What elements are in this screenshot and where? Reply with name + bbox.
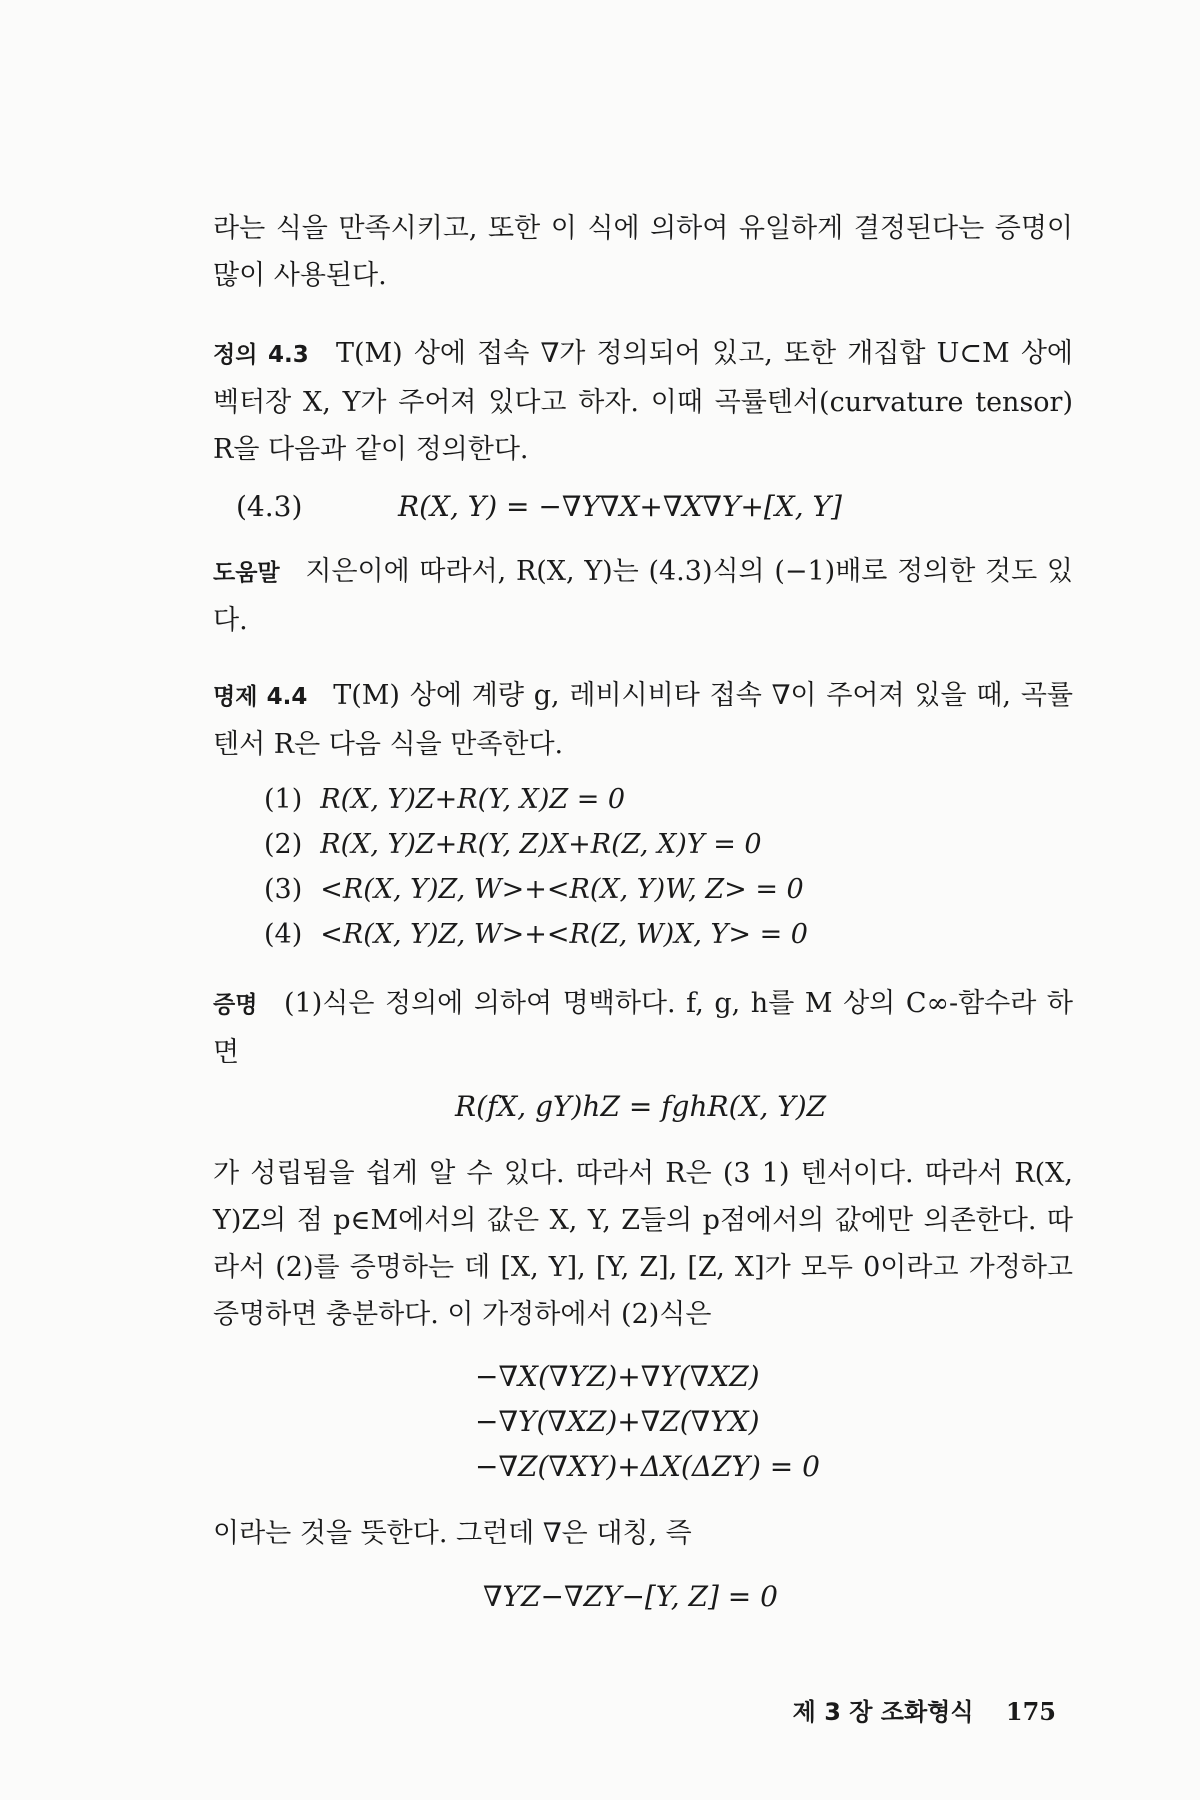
equation-symmetry: ∇YZ−∇ZY−[Y, Z] = 0 [483, 1580, 778, 1613]
definition-text: T(M) 상에 접속 ∇가 정의되어 있고, 또한 개집합 U⊂M 상에 벡터장 X, Y가 주어져 있다고 하자. 이때 곡률텐서(curvature tensor) R을 다음과 같이 정의한다. [213, 338, 1074, 465]
footer-chapter: 제 3 장 조화형식 [792, 1698, 974, 1726]
note-label: 도움말 [213, 560, 280, 586]
intro-text: 라는 식을 만족시키고, 또한 이 식에 의하여 유일하게 결정된다는 증명이 많이 사용된다. [213, 213, 1073, 291]
proposition-label: 명제 4.4 [213, 684, 308, 710]
property-item: (4) <R(X, Y)Z, W>+<R(Z, W)X, Y> = 0 [264, 919, 808, 950]
property-item: (2) R(X, Y)Z+R(Y, Z)X+R(Z, X)Y = 0 [264, 829, 762, 860]
equation-fgh: R(fX, gY)hZ = fghR(X, Y)Z [455, 1090, 827, 1123]
symmetry-paragraph [213, 1510, 1073, 1557]
proposition-4-4 [213, 672, 1073, 768]
page-number: 175 [1005, 1697, 1056, 1726]
proof-continued-text: 가 성립됨을 쉽게 알 수 있다. 따라서 R은 (3 1) 텐서이다. 따라서 R(X, Y)Z의 점 p∈M에서의 값은 X, Y, Z들의 p점에서의 값에만 의존한다. 따라서 (2)를 증명하는 데 [X, Y], [Y, Z], [Z, X]가 모두 0이라고 가정하고 증명하면 충분하다. 이 가정하에서 (2)식은 [213, 1158, 1073, 1330]
property-item: (1) R(X, Y)Z+R(Y, X)Z = 0 [264, 784, 626, 815]
equation-line: −∇Z(∇XY)+ΔX(ΔZY) = 0 [475, 1450, 820, 1483]
equation-line: −∇Y(∇XZ)+∇Z(∇YX) [475, 1405, 760, 1438]
note-block [213, 548, 1073, 644]
proposition-text: T(M) 상에 계량 g, 레비시비타 접속 ∇이 주어져 있을 때, 곡률텐서 R은 다음 식을 만족한다. [213, 680, 1073, 760]
page-footer [793, 1692, 1056, 1727]
proof-block [213, 980, 1073, 1076]
equation-4-3-number: (4.3) [236, 490, 303, 523]
definition-4-3 [213, 330, 1073, 473]
equation-4-3: R(X, Y) = −∇Y∇X+∇X∇Y+[X, Y] [398, 490, 842, 523]
proof-paragraph [213, 1150, 1073, 1338]
property-item: (3) <R(X, Y)Z, W>+<R(X, Y)W, Z> = 0 [264, 874, 804, 905]
proof-label: 증명 [213, 992, 258, 1018]
note-text: 지은이에 따라서, R(X, Y)는 (4.3)식의 (−1)배로 정의한 것도 있다. [213, 556, 1073, 636]
proof-text: (1)식은 정의에 의하여 명백하다. f, g, h를 M 상의 C∞-함수라 하면 [213, 988, 1074, 1068]
equation-line: −∇X(∇YZ)+∇Y(∇XZ) [475, 1360, 760, 1393]
paragraph-intro [213, 205, 1073, 299]
symmetry-text: 이라는 것을 뜻한다. 그런데 ∇은 대칭, 즉 [213, 1518, 692, 1549]
definition-label: 정의 4.3 [213, 342, 309, 368]
